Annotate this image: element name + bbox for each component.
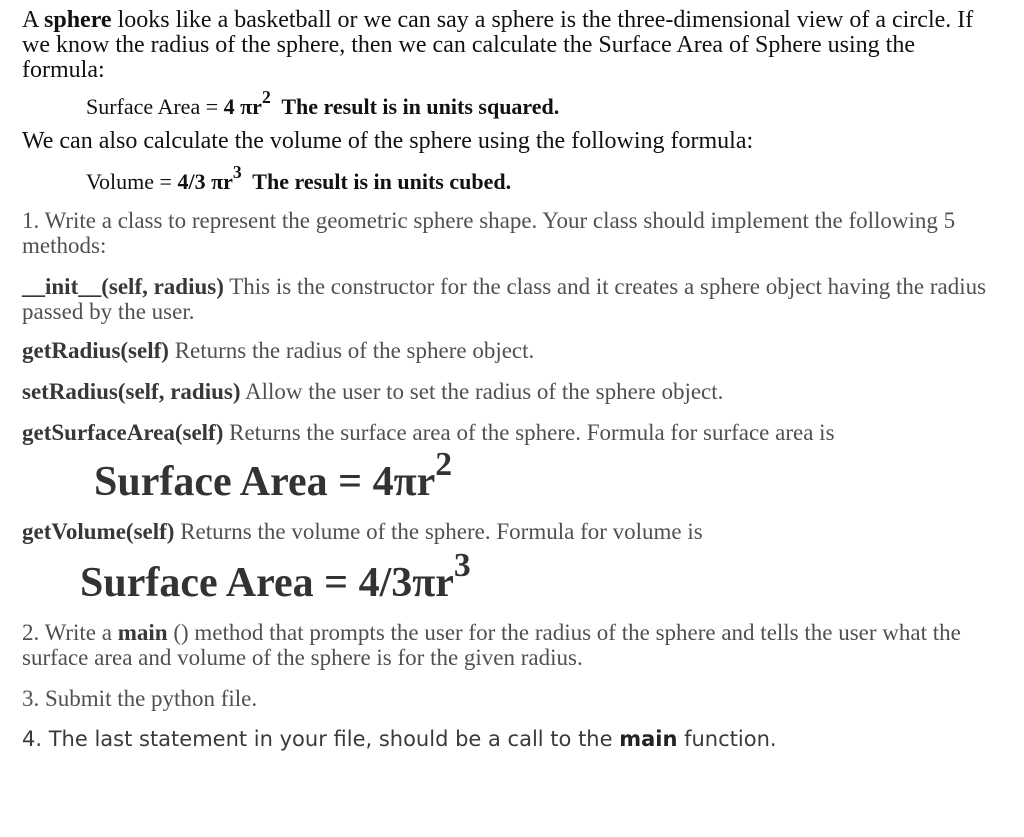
task-2-prefix: 2. Write a xyxy=(22,620,118,645)
volume-formula-note: The result is in units cubed. xyxy=(252,169,512,194)
volume-intro: We can also calculate the volume of the sphere using the following formula: xyxy=(22,128,754,154)
volume-formula-exponent: 3 xyxy=(232,162,242,183)
volume-big-formula xyxy=(80,546,1002,606)
method-get-volume-name: getVolume(self) xyxy=(22,519,175,544)
task-4-suffix: function. xyxy=(677,727,777,751)
volume-formula-label: Volume = xyxy=(86,169,178,194)
method-init-name: __init__(self, radius) xyxy=(22,274,224,299)
method-get-radius-desc: Returns the radius of the sphere object. xyxy=(168,338,535,363)
method-get-surface-area-name: getSurfaceArea(self) xyxy=(22,420,224,445)
surface-formula-expr: 4 πr xyxy=(223,94,262,119)
task-3: 3. Submit the python file. xyxy=(22,686,258,711)
surface-formula-note: The result is in units squared. xyxy=(281,94,560,119)
method-get-surface-area xyxy=(22,420,1002,445)
big-formula-1-exponent: 2 xyxy=(435,445,453,483)
method-init-desc: This is the constructor for the class and it creates a sphere object having the radius passed by the user. xyxy=(22,274,987,324)
task-2 xyxy=(22,620,1002,670)
method-get-volume-desc: Returns the volume of the sphere. Formula for volume is xyxy=(174,519,703,544)
method-set-radius-name: setRadius(self, radius) xyxy=(22,379,241,404)
big-formula-2-text: Surface Area = 4/3πr xyxy=(80,560,454,606)
intro-prefix: A xyxy=(22,7,45,33)
method-set-radius xyxy=(22,379,1002,404)
task-4 xyxy=(22,727,1002,751)
intro-text: looks like a basketball or we can say a sphere is the three-dimensional view of a circle. If we know the radius of the sphere, then we can calculate the Surface Area of Sphere using the formula: xyxy=(22,7,974,83)
surface-area-big-formula xyxy=(94,445,1002,505)
intro-paragraph xyxy=(22,8,1002,83)
intro-bold-term: sphere xyxy=(44,7,112,33)
method-init xyxy=(22,274,1002,324)
task-2-text: () method that prompts the user for the radius of the sphere and tells the user what the surface area and volume of the sphere is for the given radius. xyxy=(22,620,961,670)
volume-formula xyxy=(86,162,1002,196)
surface-area-formula xyxy=(86,87,1002,121)
method-get-radius xyxy=(22,338,1002,363)
task-4-bold: main xyxy=(619,727,678,751)
surface-formula-label: Surface Area = xyxy=(86,94,224,119)
surface-formula-exponent: 2 xyxy=(261,87,271,108)
big-formula-2-exponent: 3 xyxy=(453,546,471,584)
task-2-bold: main xyxy=(117,620,168,645)
task-4-prefix: 4. The last statement in your file, should be a call to the xyxy=(22,727,620,751)
big-formula-1-text: Surface Area = 4πr xyxy=(94,459,436,505)
method-get-radius-name: getRadius(self) xyxy=(22,338,169,363)
method-get-volume xyxy=(22,519,1002,544)
method-set-radius-desc: Allow the user to set the radius of the sphere object. xyxy=(240,379,724,404)
volume-formula-expr: 4/3 πr xyxy=(177,169,233,194)
method-get-surface-area-desc: Returns the surface area of the sphere. Formula for surface area is xyxy=(223,420,835,445)
task-1: 1. Write a class to represent the geometric sphere shape. Your class should implement the following 5 methods: xyxy=(22,208,956,258)
